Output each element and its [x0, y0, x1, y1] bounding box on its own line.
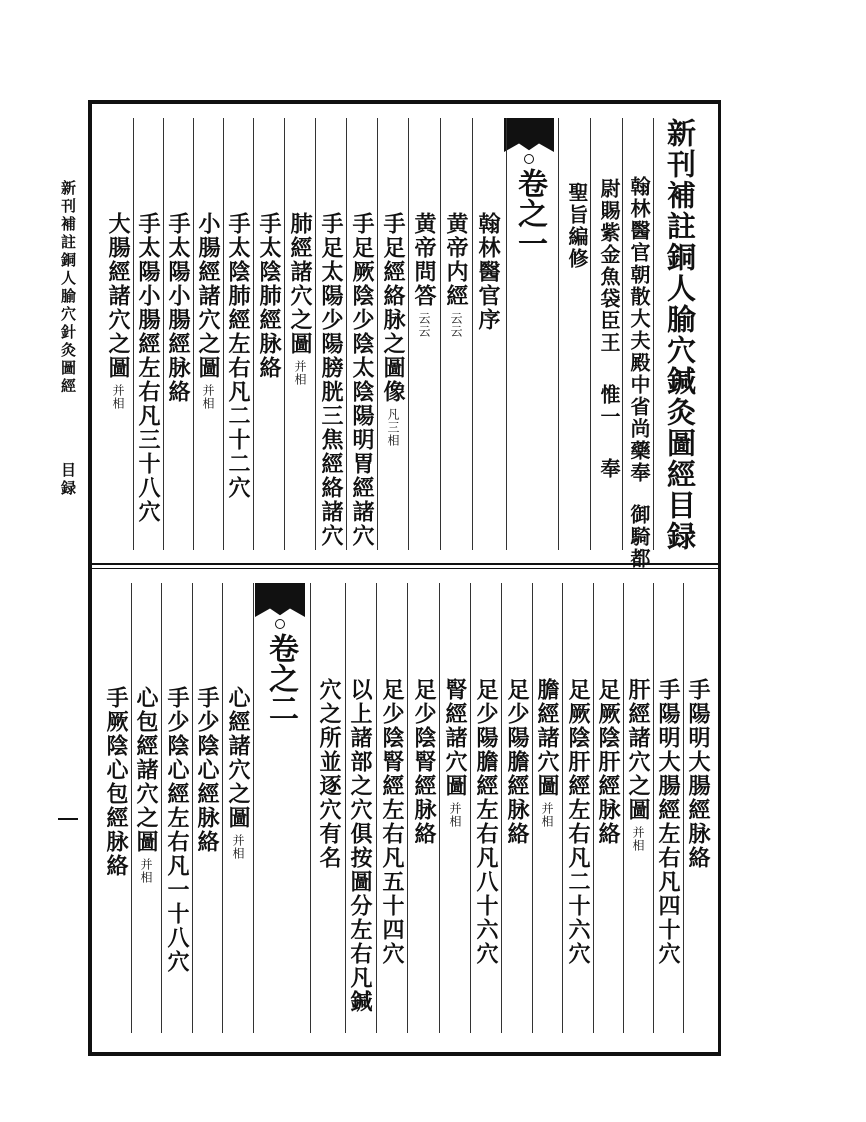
column-rule [253, 583, 254, 1033]
toc-entry [194, 686, 220, 858]
toc-entry [504, 678, 530, 850]
toc-entry-text: 黄帝内經 [443, 212, 469, 308]
toc-entry-text: 足厥陰肝經左右凡二十六穴 [565, 678, 591, 966]
toc-entry [225, 212, 251, 504]
toc-entry-text: 翰林醫官序 [475, 212, 501, 332]
ornament-icon [255, 583, 305, 617]
toc-entry-text: 肺經諸穴之圖 [287, 212, 313, 356]
column-rule [653, 118, 654, 550]
toc-entry-note: 并相 [631, 826, 645, 852]
column-rule [253, 118, 254, 550]
toc-entry-text: 手少陰心經左右凡一十八穴 [164, 686, 190, 974]
column-rule [310, 583, 311, 1033]
toc-entry [225, 686, 251, 860]
column-rule [222, 583, 223, 1033]
column-rule [193, 118, 194, 550]
toc-entry [534, 678, 560, 828]
toc-entry [105, 212, 131, 410]
toc-entry-text: 手少陰心經脉絡 [194, 686, 220, 854]
toc-entry [442, 678, 468, 828]
toc-entry [685, 678, 711, 874]
volume-1-label: 卷之一 [512, 168, 547, 258]
toc-entry-text: 腎經諸穴圖 [442, 678, 468, 798]
toc-entry [347, 678, 373, 1018]
volume-2-label: 卷之二 [263, 633, 298, 723]
toc-entry-text: 手太陰肺經脉絡 [256, 212, 282, 380]
column-rule [407, 583, 408, 1033]
toc-entry-text: 足少陽膽經脉絡 [504, 678, 530, 846]
toc-entry-note: 云云 [417, 312, 431, 338]
toc-entry-text: 肝經諸穴之圖 [625, 678, 651, 822]
toc-entry [165, 212, 191, 408]
column-rule [653, 583, 654, 1033]
toc-entry-text: 以上諸部之穴俱按圖分左右凡鍼 [347, 678, 373, 1014]
margin-section: 目録 [59, 462, 77, 498]
toc-entry-text: 大腸經諸穴之圖 [105, 212, 131, 380]
author-line-1: 翰林醫官朝散大夫殿中省尚藥奉御騎都 [627, 176, 651, 570]
toc-entry-text: 小腸經諸穴之圖 [195, 212, 221, 380]
toc-entry-text: 足少陰腎經左右凡五十四穴 [379, 678, 405, 966]
toc-entry-text: 足少陰腎經脉絡 [411, 678, 437, 846]
column-rule [223, 118, 224, 550]
toc-entry [565, 678, 591, 970]
column-rule [439, 583, 440, 1033]
toc-entry-text: 手厥陰心包經脉絡 [103, 686, 129, 878]
toc-entry-text: 手陽明大腸經左右凡四十穴 [655, 678, 681, 966]
toc-entry-note: 并相 [231, 834, 245, 860]
volume-2-banner [255, 583, 305, 723]
toc-entry-text: 手足經絡脉之圖像 [380, 212, 406, 404]
toc-entry-note: 凡三相 [386, 408, 400, 447]
column-rule [501, 583, 502, 1033]
column-rule [133, 118, 134, 550]
column-rule [408, 118, 409, 550]
author-line-2: 尉賜紫金魚袋臣王惟一奉 [597, 178, 621, 480]
column-rule [376, 583, 377, 1033]
toc-entry-note: 云云 [449, 312, 463, 338]
toc-entry [473, 678, 499, 970]
circle-mark-icon [275, 619, 285, 629]
ornament-icon [504, 118, 554, 152]
toc-entry-text: 手足厥陰少陰太陰陽明胃經諸穴 [349, 212, 375, 548]
volume-1-banner [504, 118, 554, 258]
toc-entry-text: 手陽明大腸經脉絡 [685, 678, 711, 870]
toc-entry-text: 心包經諸穴之圖 [133, 686, 159, 854]
toc-entry [287, 212, 313, 386]
toc-entry-note: 并相 [293, 360, 307, 386]
toc-entry [135, 212, 161, 528]
toc-entry-note: 并相 [448, 802, 462, 828]
column-rule [506, 118, 507, 550]
toc-entry-text: 手太陽小腸經脉絡 [165, 212, 191, 404]
toc-entry [443, 212, 469, 338]
column-rule [683, 583, 684, 1033]
toc-entry-text: 膽經諸穴圖 [534, 678, 560, 798]
toc-entry [655, 678, 681, 970]
column-rule [192, 583, 193, 1033]
book-title: 新刊補註銅人腧穴鍼灸圖經目録 [663, 118, 697, 552]
column-rule [345, 583, 346, 1033]
page-number [58, 818, 78, 820]
toc-entry-note: 并相 [540, 802, 554, 828]
toc-entry-text: 黄帝問答 [411, 212, 437, 308]
column-rule [623, 583, 624, 1033]
toc-entry [195, 212, 221, 410]
author-line-3: 聖旨編修 [565, 182, 589, 270]
column-rule [593, 583, 594, 1033]
toc-entry-note: 并相 [111, 384, 125, 410]
toc-entry-text: 心經諸穴之圖 [225, 686, 251, 830]
toc-entry [411, 212, 437, 338]
toc-entry [316, 678, 342, 874]
toc-entry-text: 足厥陰肝經脉絡 [595, 678, 621, 846]
toc-entry [595, 678, 621, 850]
column-rule [161, 583, 162, 1033]
toc-entry [164, 686, 190, 978]
toc-entry [475, 212, 501, 336]
toc-entry [256, 212, 282, 384]
column-rule [346, 118, 347, 550]
toc-entry [133, 686, 159, 884]
column-rule [532, 583, 533, 1033]
column-rule [562, 583, 563, 1033]
toc-entry-text: 穴之所並逐穴有名 [316, 678, 342, 870]
toc-entry [349, 212, 375, 552]
toc-entry-text: 足少陽膽經左右凡八十六穴 [473, 678, 499, 966]
toc-entry [318, 212, 344, 552]
toc-entry [411, 678, 437, 850]
column-rule [590, 118, 591, 550]
column-rule [558, 118, 559, 550]
column-rule [131, 583, 132, 1033]
toc-entry-note: 并相 [201, 384, 215, 410]
toc-entry-text: 手太陰肺經左右凡二十二穴 [225, 212, 251, 500]
toc-entry [380, 212, 406, 447]
toc-entry [103, 686, 129, 882]
column-rule [377, 118, 378, 550]
circle-mark-icon [524, 154, 534, 164]
toc-entry [379, 678, 405, 970]
column-rule [440, 118, 441, 550]
column-rule [315, 118, 316, 550]
toc-entry-text: 手足太陽少陽膀胱三焦經絡諸穴 [318, 212, 344, 548]
column-rule [622, 118, 623, 550]
toc-entry-text: 手太陽小腸經左右凡三十八穴 [135, 212, 161, 524]
column-rule [470, 583, 471, 1033]
column-rule [472, 118, 473, 550]
toc-entry-note: 并相 [139, 858, 153, 884]
margin-book-title: 新刊補註銅人腧穴針灸圖經 [59, 180, 77, 396]
column-rule [284, 118, 285, 550]
toc-entry [625, 678, 651, 852]
column-rule [163, 118, 164, 550]
